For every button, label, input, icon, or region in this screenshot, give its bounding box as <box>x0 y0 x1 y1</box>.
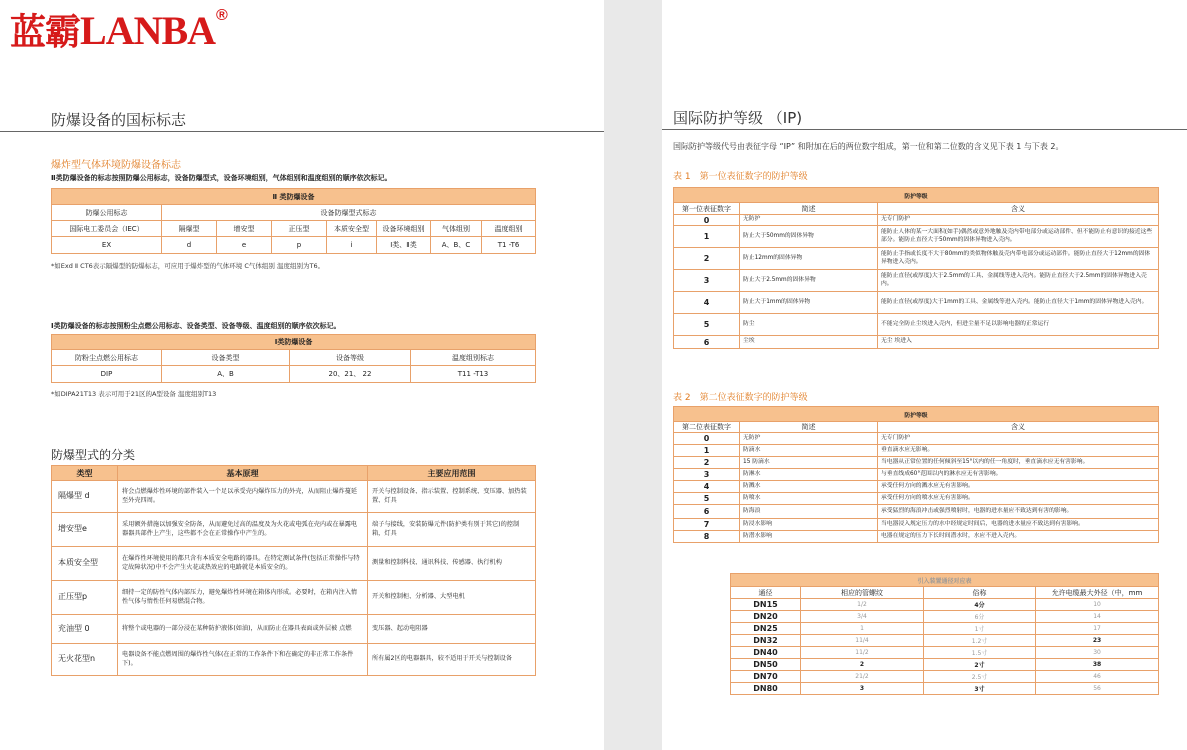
gas-value-cell: A、B、C <box>431 237 482 254</box>
ip-summary-cell: 防止大于1mm的固体异物 <box>740 292 878 314</box>
ip-row <box>674 314 1159 336</box>
dust-header-cell: 防粉尘点燃公用标志 <box>52 350 162 366</box>
class-principle-cell: 将会点燃爆炸性环境的部件装入一个足以承受壳内爆炸压力的外壳，从而阻止爆炸蔓延至外壳四周。 <box>118 481 368 513</box>
page-title: 防爆设备的国标标志 <box>51 111 187 129</box>
ip-row <box>674 270 1159 292</box>
class-principle-cell: 在爆炸性环境使用的都只含有本质安全电路的器具。在特定测试条件(包括正常操作与特定故障状况)中不会产生火花或热效应的电路就是本质安全的。 <box>118 547 368 581</box>
ip-digit-cell: 4 <box>674 292 740 314</box>
gland-dn-cell: DN32 <box>731 635 801 647</box>
ip-digit-cell: 2 <box>674 457 740 469</box>
gland-thread-cell: 3/4 <box>801 611 924 623</box>
gland-dn-cell: DN50 <box>731 659 801 671</box>
gas-value-cell: i <box>327 237 377 254</box>
class-header-cell: 基本原理 <box>118 466 368 481</box>
ip-digit-cell: 0 <box>674 433 740 445</box>
gland-thread-cell: 11/4 <box>801 635 924 647</box>
class-usage-cell: 所有属2区的电器器具，较不适用于开关与控制设备 <box>368 644 536 676</box>
gas-value-cell: e <box>217 237 272 254</box>
ip-digit-cell: 3 <box>674 270 740 292</box>
gas-type-cell: 增安型 <box>217 221 272 237</box>
gas-type-cell: 气体组别 <box>431 221 482 237</box>
classification-title: 防爆型式的分类 <box>51 448 136 462</box>
gas-band-header: Ⅱ 类防爆设备 <box>52 189 536 205</box>
gas-value-cell: EX <box>52 237 162 254</box>
gland-thread-cell: 2 <box>801 659 924 671</box>
ip-row <box>674 531 1159 543</box>
gas-value-cell: Ⅰ类、Ⅱ类 <box>377 237 431 254</box>
class-principle-cell: 细持一定的防性气体内部压力，避免爆炸性环境在箱体内形成。必要时，在箱内注入惰性气体与惰性任何易燃混合物。 <box>118 581 368 615</box>
ip-row <box>674 505 1159 519</box>
ip-meaning-cell: 无专门防护 <box>878 215 1159 226</box>
table1-caption: 表 1 第一位表征数字的防护等级 <box>673 172 808 182</box>
gland-common-cell: 2.5寸 <box>924 671 1036 683</box>
ip-meaning-cell: 当电器从正常位置的任何倾斜至15°以内的任一角度时，垂直滴水应无有害影响。 <box>878 457 1159 469</box>
classification-table <box>51 465 536 676</box>
ip-row <box>674 226 1159 248</box>
gas-col-public: 防爆公用标志 <box>52 205 162 221</box>
gland-dn-cell: DN20 <box>731 611 801 623</box>
ip-summary-cell: 防潜水影响 <box>740 531 878 543</box>
dust-value-cell: 20、21、 22 <box>290 366 411 383</box>
logo-cn-text: 蓝霸 <box>10 11 81 53</box>
ip-meaning-cell: 当电器浸入规定压力的水中经规定时间后，电器的进水量应不致达到有害影响。 <box>878 519 1159 531</box>
ip-digit-cell: 5 <box>674 314 740 336</box>
ip-summary-cell: 防溅水 <box>740 481 878 493</box>
ip-row <box>674 493 1159 505</box>
ip-digit-cell: 3 <box>674 469 740 481</box>
gland-dn-cell: DN80 <box>731 683 801 695</box>
ip-summary-cell: 防止12mm的固体异物 <box>740 248 878 270</box>
ip-meaning-cell: 与垂直线成60°范围以内的淋水应无有害影响。 <box>878 469 1159 481</box>
ip-row <box>674 469 1159 481</box>
ip-summary-cell: 防尘 <box>740 314 878 336</box>
gas-value-cell: d <box>162 237 217 254</box>
gland-row <box>731 611 1159 623</box>
gland-header-cell: 相应的管螺纹 <box>801 587 924 599</box>
gland-od-cell: 14 <box>1036 611 1159 623</box>
gland-thread-cell: 3 <box>801 683 924 695</box>
ip-row <box>674 519 1159 531</box>
gland-dn-cell: DN70 <box>731 671 801 683</box>
gland-od-cell: 46 <box>1036 671 1159 683</box>
gland-row <box>731 635 1159 647</box>
gland-common-cell: 1.5寸 <box>924 647 1036 659</box>
gas-value-cell: T1 -T6 <box>482 237 536 254</box>
ip-header-cell: 含义 <box>878 203 1159 215</box>
ip-row <box>674 336 1159 349</box>
ip-meaning-cell: 承受猛烈的海浪冲击或强烈喷射时，电器的进水量应不致达到有害的影响。 <box>878 505 1159 519</box>
gland-common-cell: 3寸 <box>924 683 1036 695</box>
ip-summary-cell: 防淋水 <box>740 469 878 481</box>
ip-intro: 国际防护等级代号由表征字母 “IP” 和附加在后的两位数字组成，第一位和第二位数的含义见下表 1 与下表 2。 <box>673 142 1064 151</box>
class-type-cell: 本质安全型 <box>52 547 118 581</box>
ip-digit-cell: 1 <box>674 226 740 248</box>
class-usage-cell: 测量和控制科技、通讯科技、传感器、执行机构 <box>368 547 536 581</box>
ip-summary-cell: 防止大于50mm的固体异物 <box>740 226 878 248</box>
gas-note: *如Exd Ⅱ CT6表示隔爆型的防爆标志，可应用于爆炸型的气体环境 C气体组别 温度组别为T6。 <box>51 262 325 270</box>
class-row <box>52 513 536 547</box>
gland-band-header: 引入装置通径对应表 <box>731 574 1159 587</box>
gland-od-cell: 10 <box>1036 599 1159 611</box>
gland-row <box>731 623 1159 635</box>
gland-row <box>731 671 1159 683</box>
gas-type-cell: 隔爆型 <box>162 221 217 237</box>
class-usage-cell: 端子与接线，安装防爆元件(防护类有别于其它)的控制箱，灯具 <box>368 513 536 547</box>
ip-summary-cell: 无防护 <box>740 215 878 226</box>
gland-header-cell: 通径 <box>731 587 801 599</box>
gland-dn-cell: DN40 <box>731 647 801 659</box>
table2-caption: 表 2 第二位表征数字的防护等级 <box>673 393 808 403</box>
dust-header-cell: 设备等级 <box>290 350 411 366</box>
ip-meaning-cell: 垂直滴水应无影响。 <box>878 445 1159 457</box>
ip-meaning-cell: 能防止手指或长度不大于80mm的类似物体触及壳内带电部分或运动部件。能防止直径大于12mm的固体异物进入壳内。 <box>878 248 1159 270</box>
gland-row <box>731 659 1159 671</box>
dust-value-cell: T11 -T13 <box>411 366 536 383</box>
right-page <box>662 0 1187 750</box>
gas-col-form: 设备防爆型式标志 <box>162 205 536 221</box>
title-rule <box>0 131 604 132</box>
gland-row <box>731 647 1159 659</box>
ip-summary-cell: 防海浪 <box>740 505 878 519</box>
gas-org: 国际电工委员会（IEC） <box>52 221 162 237</box>
ip-digit-cell: 6 <box>674 336 740 349</box>
class-usage-cell: 开关与控制设备、指示装置、控制系统、变压器、加热装置、灯具 <box>368 481 536 513</box>
ip-meaning-cell: 不能完全防止尘埃进入壳内，但进尘量不足以影响电器的正常运行 <box>878 314 1159 336</box>
ip-summary-cell: 防喷水 <box>740 493 878 505</box>
ip-first-digit-table <box>673 187 1159 349</box>
gland-od-cell: 56 <box>1036 683 1159 695</box>
gland-od-cell: 30 <box>1036 647 1159 659</box>
gland-header-cell: 允许电缆最大外径（中，mm <box>1036 587 1159 599</box>
ip-meaning-cell: 电器在规定的压力下长时间潜水时，水应不进入壳内。 <box>878 531 1159 543</box>
gas-type-cell: 温度组别 <box>482 221 536 237</box>
gas-subtitle: 爆炸型气体环境防爆设备标志 <box>51 160 181 171</box>
ip-summary-cell: 15 防滴水 <box>740 457 878 469</box>
ip-header-cell: 第二位表征数字 <box>674 422 740 433</box>
gland-common-cell: 2寸 <box>924 659 1036 671</box>
class-header-cell: 类型 <box>52 466 118 481</box>
gas-type-cell: 设备环境组别 <box>377 221 431 237</box>
ip-row <box>674 457 1159 469</box>
ip-digit-cell: 6 <box>674 505 740 519</box>
ip-summary-cell: 防浸水影响 <box>740 519 878 531</box>
ip-row <box>674 481 1159 493</box>
gas-value-cell: p <box>272 237 327 254</box>
ip-digit-cell: 4 <box>674 481 740 493</box>
gland-common-cell: 1.2寸 <box>924 635 1036 647</box>
ip2-band-header: 防护等级 <box>674 407 1159 422</box>
ip-title: 国际防护等级 （IP) <box>673 109 803 127</box>
ip-row <box>674 445 1159 457</box>
ip-meaning-cell: 能防止人体的某一大面积(如手)偶然或意外地触及壳内带电部分或运动部件、但不能防止有意识的接近这些部分。能防止直径大于50mm的固体异物进入壳内。 <box>878 226 1159 248</box>
ip-meaning-cell: 承受任何方向的溅水应无有害影响。 <box>878 481 1159 493</box>
class-type-cell: 无火花型n <box>52 644 118 676</box>
ip-header-cell: 简述 <box>740 422 878 433</box>
lanba-logo <box>10 4 227 55</box>
gland-common-cell: 6分 <box>924 611 1036 623</box>
ip-title-rule <box>662 129 1187 130</box>
class-type-cell: 充油型 0 <box>52 615 118 644</box>
gland-dn-cell: DN25 <box>731 623 801 635</box>
dust-header-cell: 设备类型 <box>162 350 290 366</box>
class-principle-cell: 将整个或电器的一部分浸在某种防护液体(如油)，从而防止在器具表面或外层被 点燃 <box>118 615 368 644</box>
ip-row <box>674 215 1159 226</box>
gland-thread-cell: 1 <box>801 623 924 635</box>
gland-common-cell: 1寸 <box>924 623 1036 635</box>
ip-header-cell: 含义 <box>878 422 1159 433</box>
ip-digit-cell: 8 <box>674 531 740 543</box>
gland-row <box>731 599 1159 611</box>
gland-od-cell: 38 <box>1036 659 1159 671</box>
class-principle-cell: 采用额外措施以加强安全防备，从而避免过高的温度及为火花或电弧在壳内或在暴露电器器具部件上产生，这些都不会在正常操作中产生的。 <box>118 513 368 547</box>
dust-marking-table <box>51 334 536 383</box>
class-row <box>52 581 536 615</box>
ip-meaning-cell: 无专门防护 <box>878 433 1159 445</box>
class-row <box>52 481 536 513</box>
ip-digit-cell: 5 <box>674 493 740 505</box>
logo-en-text: LANBA <box>80 8 216 53</box>
dust-note: *如DIPA21T13 表示可用于21区的A型设备 温度组别T13 <box>51 390 217 398</box>
gland-dn-cell: DN15 <box>731 599 801 611</box>
class-usage-cell: 开关和控制柜、分析器、大型电机 <box>368 581 536 615</box>
gas-type-cell: 本质安全型 <box>327 221 377 237</box>
class-row <box>52 547 536 581</box>
class-row <box>52 615 536 644</box>
gland-header-cell: 俗称 <box>924 587 1036 599</box>
dust-header-cell: 温度组别标志 <box>411 350 536 366</box>
class-usage-cell: 变压器、起动电阻器 <box>368 615 536 644</box>
ip1-band-header: 防护等级 <box>674 188 1159 203</box>
cable-gland-table <box>730 573 1159 695</box>
class-principle-cell: 电器设备不能点燃周围的爆炸性气体(在正常的工作条件下和在确定的非正常工作条件下)。 <box>118 644 368 676</box>
ip-meaning-cell: 能防止直径(或厚度)大于1mm的工具、金属线等进入壳内。能防止直径大于1mm的固体异物进入壳内。 <box>878 292 1159 314</box>
registered-mark: ® <box>216 7 227 24</box>
ip-header-cell: 简述 <box>740 203 878 215</box>
ip-meaning-cell: 无尘 埃进入 <box>878 336 1159 349</box>
ip-row <box>674 433 1159 445</box>
gland-common-cell: 4分 <box>924 599 1036 611</box>
gland-od-cell: 23 <box>1036 635 1159 647</box>
ip-summary-cell: 防止大于2.5mm的固体异物 <box>740 270 878 292</box>
class-type-cell: 隔爆型 d <box>52 481 118 513</box>
ip-digit-cell: 1 <box>674 445 740 457</box>
dust-value-cell: DIP <box>52 366 162 383</box>
ip-header-cell: 第一位表征数字 <box>674 203 740 215</box>
gland-od-cell: 17 <box>1036 623 1159 635</box>
ip-digit-cell: 0 <box>674 215 740 226</box>
ip-summary-cell: 防滴水 <box>740 445 878 457</box>
class-header-cell: 主要应用范围 <box>368 466 536 481</box>
gas-intro: Ⅱ类防爆设备的标志按照防爆公用标志，设备防爆型式，设备环境组别，气体组别和温度组别的顺序依次标记。 <box>51 174 392 182</box>
dust-intro: Ⅰ类防爆设备的标志按照粉尘点燃公用标志、设备类型、设备等级、温度组别的顺序依次标记。 <box>51 322 341 330</box>
ip-second-digit-table <box>673 406 1159 543</box>
gland-row <box>731 683 1159 695</box>
gland-thread-cell: 21/2 <box>801 671 924 683</box>
class-type-cell: 正压型p <box>52 581 118 615</box>
gland-thread-cell: 1/2 <box>801 599 924 611</box>
ip-row <box>674 248 1159 270</box>
gas-type-cell: 正压型 <box>272 221 327 237</box>
dust-band-header: Ⅰ类防爆设备 <box>52 335 536 350</box>
ip-summary-cell: 无防护 <box>740 433 878 445</box>
ip-summary-cell: 尘埃 <box>740 336 878 349</box>
ip-digit-cell: 7 <box>674 519 740 531</box>
ip-meaning-cell: 承受任何方向的喷水应无有害影响。 <box>878 493 1159 505</box>
gas-marking-table <box>51 188 536 254</box>
dust-value-cell: A、B <box>162 366 290 383</box>
class-type-cell: 增安型e <box>52 513 118 547</box>
ip-digit-cell: 2 <box>674 248 740 270</box>
ip-meaning-cell: 能防止直径(或厚度)大于2.5mm的工具、金属线等进入壳内。能防止直径大于2.5mm的固体异物进入壳内。 <box>878 270 1159 292</box>
gland-thread-cell: 11/2 <box>801 647 924 659</box>
ip-row <box>674 292 1159 314</box>
class-row <box>52 644 536 676</box>
